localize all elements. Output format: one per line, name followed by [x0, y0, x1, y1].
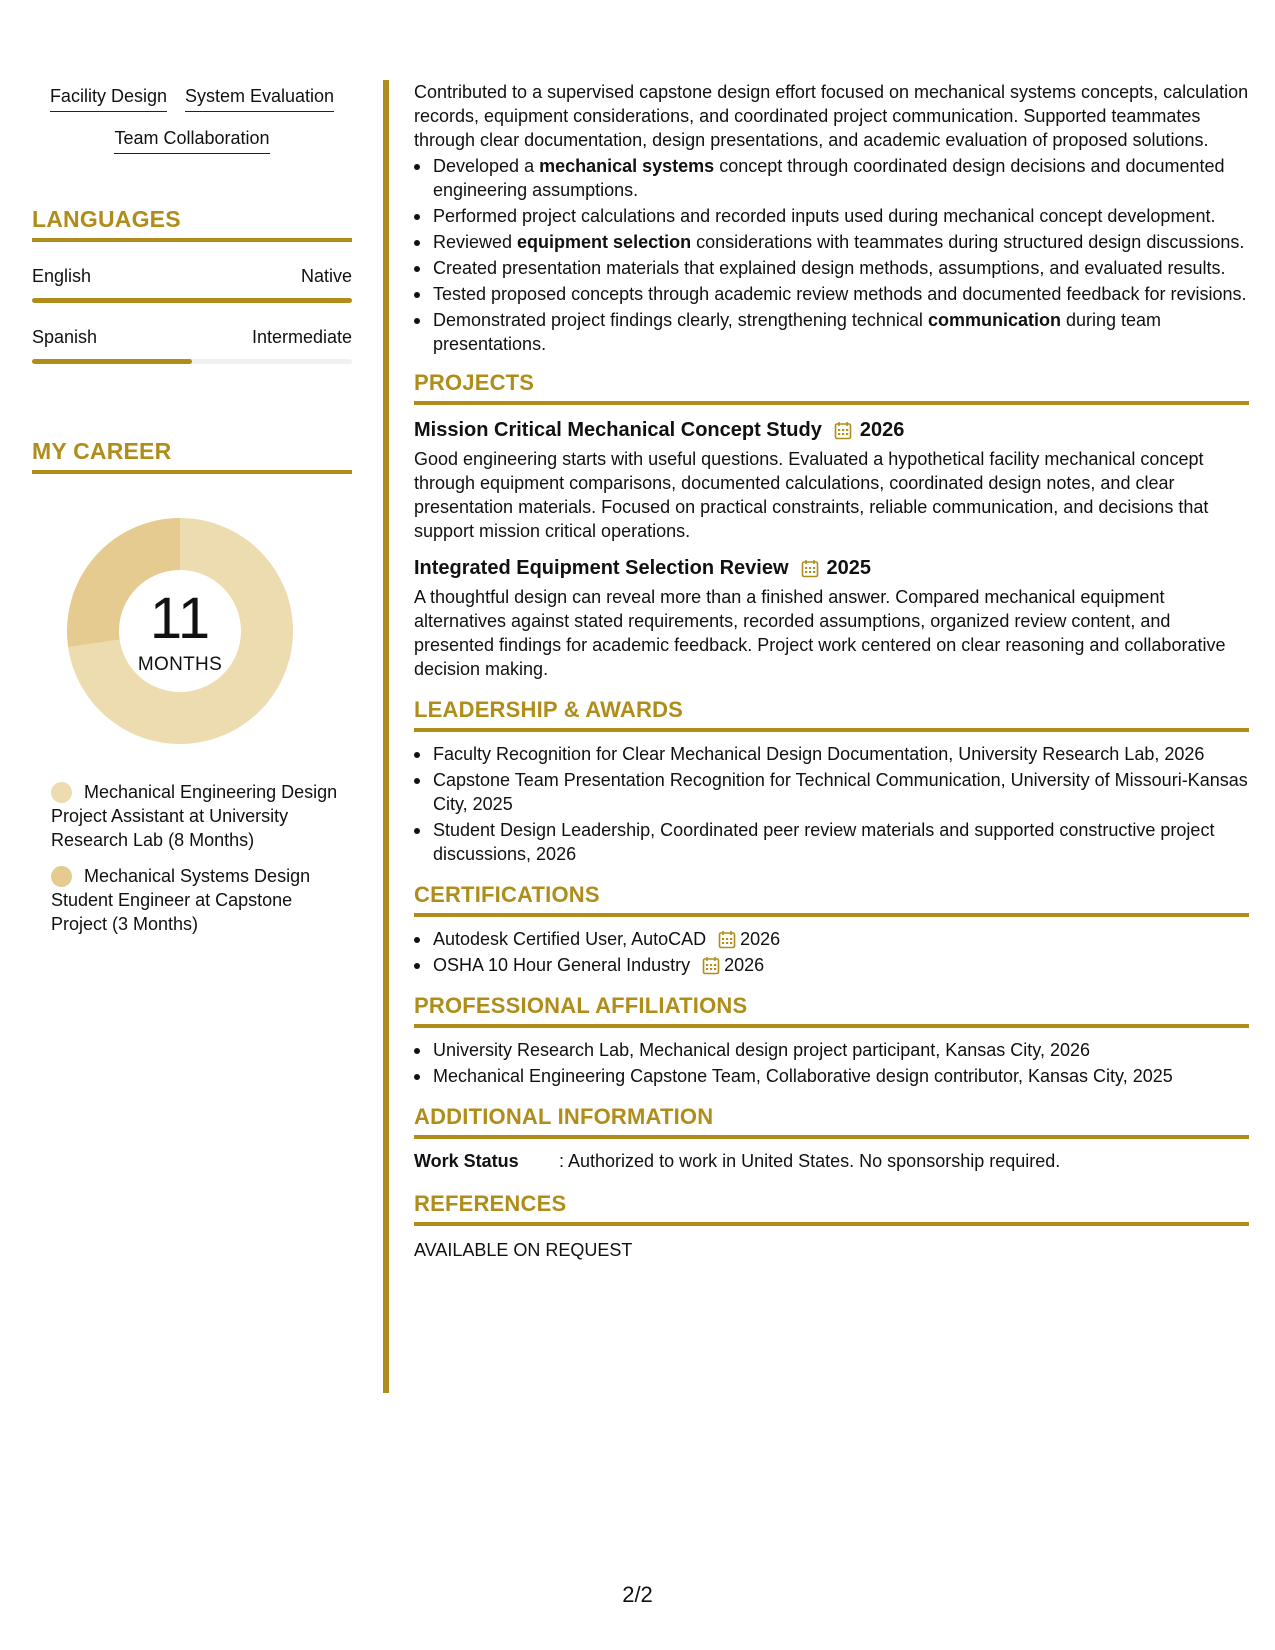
language-name: English — [32, 266, 92, 286]
experience-bullet: Created presentation materials that explained design methods, assumptions, and evaluated results. — [414, 256, 1249, 280]
career-legend-text: Mechanical Systems Design Student Engineer at Capstone Project (3 Months) — [51, 866, 311, 934]
project-item — [414, 417, 1249, 543]
languages-heading: LANGUAGES — [32, 206, 352, 242]
career-legend-item — [51, 864, 341, 936]
experience-bullet: Reviewed equipment selection considerations with teammates during structured design discussions. — [414, 230, 1249, 254]
references-text: AVAILABLE ON REQUEST — [414, 1240, 633, 1260]
career-legend-text: Mechanical Engineering Design Project Assistant at University Research Lab (8 Months) — [51, 782, 338, 850]
references-heading: REFERENCES — [414, 1191, 1249, 1226]
certification-year: 2026 — [724, 955, 765, 975]
skill-tag: Facility Design — [50, 84, 167, 112]
certification-item — [414, 953, 1249, 977]
career-donut-chart — [67, 518, 293, 744]
experience-bullet: Developed a mechanical systems concept through coordinated design decisions and documented engineering assumptions. — [414, 154, 1249, 202]
certification-item — [414, 927, 1249, 951]
language-proficiency-fill — [32, 298, 352, 303]
experience-bullet: Performed project calculations and recorded inputs used during mechanical concept development. — [414, 204, 1249, 228]
project-description: A thoughtful design can reveal more than a finished answer. Compared mechanical equipment alternatives against stated requirements, recorded assumptions, organized review content, and presented findings for academic feedback. Project work centered on clear reasoning and collaborative decision making. — [414, 587, 1226, 679]
experience-summary: Contributed to a supervised capstone design effort focused on mechanical systems concepts, calculation records, equipment considerations, and coordinated project communication. Supported teammates through clear documentation, design presentations, and academic evaluation of proposed solutions. — [414, 82, 1249, 150]
experience-bullet: Tested proposed concepts through academic review methods and documented feedback for revisions. — [414, 282, 1249, 306]
work-status-row — [414, 1149, 1249, 1173]
career-legend — [32, 780, 352, 936]
language-english — [32, 264, 352, 303]
project-year: 2025 — [826, 557, 872, 579]
awards-heading: LEADERSHIP & AWARDS — [414, 697, 1249, 732]
legend-dot — [51, 866, 72, 887]
skills-tags — [32, 84, 352, 154]
projects-heading: PROJECTS — [414, 370, 1249, 405]
project-item — [414, 555, 1249, 681]
left-column — [32, 84, 352, 948]
certification-name: OSHA 10 Hour General Industry — [433, 955, 691, 975]
legend-dot — [51, 782, 72, 803]
calendar-icon — [801, 559, 819, 578]
language-proficiency-bar — [32, 298, 352, 303]
affiliation-item: University Research Lab, Mechanical design project participant, Kansas City, 2026 — [414, 1038, 1249, 1062]
career-total-unit: MONTHS — [137, 654, 223, 675]
page-number: 2/2 — [622, 1582, 653, 1607]
calendar-icon — [702, 956, 720, 975]
experience-bullets — [414, 154, 1249, 356]
award-item: Student Design Leadership, Coordinated peer review materials and supported constructive project discussions, 2026 — [414, 818, 1249, 866]
certification-name: Autodesk Certified User, AutoCAD — [433, 929, 707, 949]
award-item: Faculty Recognition for Clear Mechanical Design Documentation, University Research Lab, 2026 — [414, 742, 1249, 766]
language-level: Intermediate — [251, 327, 352, 347]
certification-year: 2026 — [740, 929, 781, 949]
affiliation-item: Mechanical Engineering Capstone Team, Collaborative design contributor, Kansas City, 2025 — [414, 1064, 1249, 1088]
skill-tag: Team Collaboration — [114, 126, 269, 154]
project-year: 2026 — [859, 419, 905, 441]
language-level: Native — [300, 266, 352, 286]
language-proficiency-bar — [32, 359, 352, 364]
awards-list — [414, 742, 1249, 866]
career-legend-item — [51, 780, 341, 852]
career-heading: MY CAREER — [32, 438, 352, 474]
language-proficiency-fill — [32, 359, 192, 364]
affiliations-list — [414, 1038, 1249, 1088]
project-title: Mission Critical Mechanical Concept Study — [414, 419, 822, 441]
certifications-list — [414, 927, 1249, 977]
experience-bullet: Demonstrated project findings clearly, strengthening technical communication during team presentations. — [414, 308, 1249, 356]
column-divider — [383, 80, 389, 1393]
work-status-label: Work Status — [414, 1151, 519, 1171]
calendar-icon — [718, 930, 736, 949]
right-column — [414, 80, 1249, 1262]
project-title: Integrated Equipment Selection Review — [414, 557, 789, 579]
additional-info-heading: ADDITIONAL INFORMATION — [414, 1104, 1249, 1139]
award-item: Capstone Team Presentation Recognition for Technical Communication, University of Missouri-Kansas City, 2025 — [414, 768, 1249, 816]
certifications-heading: CERTIFICATIONS — [414, 882, 1249, 917]
calendar-icon — [834, 421, 852, 440]
affiliations-heading: PROFESSIONAL AFFILIATIONS — [414, 993, 1249, 1028]
work-status-value: : Authorized to work in United States. No sponsorship required. — [559, 1151, 1061, 1171]
career-total-number: 11 — [149, 586, 211, 651]
language-name: Spanish — [32, 327, 98, 347]
skill-tag: System Evaluation — [185, 84, 334, 112]
language-spanish — [32, 325, 352, 364]
project-description: Good engineering starts with useful questions. Evaluated a hypothetical facility mechanical concept through equipment comparisons, documented calculations, coordinated design notes, and clear presentation materials. Focused on practical constraints, reliable communication, and decisions that support mission critical operations. — [414, 449, 1209, 541]
